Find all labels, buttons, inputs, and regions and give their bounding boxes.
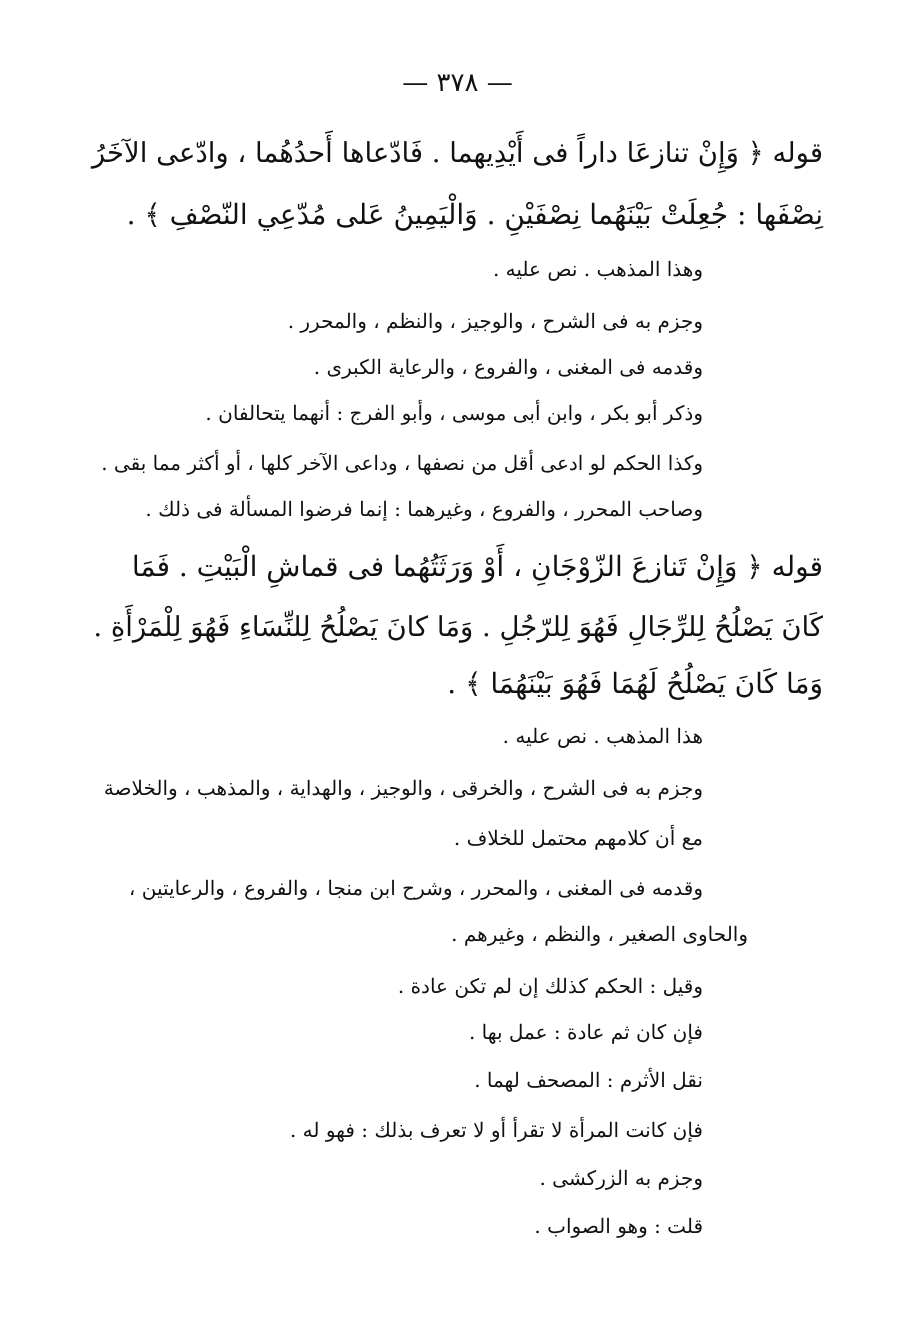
page-number: — ٣٧٨ — <box>402 68 513 98</box>
matn-line-11: وَمَا كَانَ يَصْلُحُ لَهُمَا فَهُوَ بَيْنَهُمَا ﴾ . <box>447 667 823 700</box>
matn-line-2: نِصْفَها : جُعِلَتْ بَيْنَهُما نِصْفَيْنِ . وَالْيَمِينُ عَلى مُدّعِي النّصْفِ ﴾ . <box>126 198 823 231</box>
matn-line-10: كَانَ يَصْلُحُ لِلرِّجَالِ فَهُوَ لِلرّجُلِ . وَمَا كانَ يَصْلُحُ لِلنِّسَاءِ فَهُوَ لِلْمَرْأَةِ . <box>93 611 823 643</box>
text-line-13: وجزم به فى الشرح ، والخرقى ، والوجيز ، والهداية ، والمذهب ، والخلاصة <box>103 776 703 800</box>
matn-line-9: قوله ﴿ وَإِنْ تَنازعَ الزّوْجَانِ ، أَوْ وَرَثَتُهُما فى قماشِ الْبَيْتِ . فَمَا <box>131 550 823 583</box>
text-line-8: وصاحب المحرر ، والفروع ، وغيرهما : إنما فرضوا المسألة فى ذلك . <box>145 497 703 521</box>
text-line-3: وهذا المذهب . نص عليه . <box>492 257 703 281</box>
text-line-7: وكذا الحكم لو ادعى أقل من نصفها ، وداعى الآخر كلها ، أو أكثر مما بقى . <box>101 451 703 475</box>
text-line-4: وجزم به فى الشرح ، والوجيز ، والنظم ، والمحرر . <box>287 309 703 333</box>
text-line-22: قلت : وهو الصواب . <box>534 1214 703 1238</box>
text-line-17: وقيل : الحكم كذلك إن لم تكن عادة . <box>397 974 703 998</box>
text-line-6: وذكر أبو بكر ، وابن أبى موسى ، وأبو الفرج : أنهما يتحالفان . <box>205 401 703 425</box>
text-line-14: مع أن كلامهم محتمل للخلاف . <box>453 826 703 850</box>
text-line-20: فإن كانت المرأة لا تقرأ أو لا تعرف بذلك : فهو له . <box>289 1118 703 1142</box>
text-line-15: وقدمه فى المغنى ، والمحرر ، وشرح ابن منجا ، والفروع ، والرعايتين ، <box>128 876 703 900</box>
text-line-19: نقل الأثرم : المصحف لهما . <box>474 1068 703 1092</box>
text-line-18: فإن كان ثم عادة : عمل بها . <box>468 1020 703 1044</box>
matn-line-1: قوله ﴿ وَإِنْ تنازعَا داراً فى أَيْدِيهما . فَادّعاها أَحدُهُما ، وادّعى الآخَرُ <box>91 137 823 169</box>
text-line-16: والحاوى الصغير ، والنظم ، وغيرهم . <box>451 922 748 946</box>
text-line-21: وجزم به الزركشى . <box>539 1166 703 1190</box>
text-line-12: هذا المذهب . نص عليه . <box>502 724 703 748</box>
text-line-5: وقدمه فى المغنى ، والفروع ، والرعاية الكبرى . <box>313 355 703 379</box>
